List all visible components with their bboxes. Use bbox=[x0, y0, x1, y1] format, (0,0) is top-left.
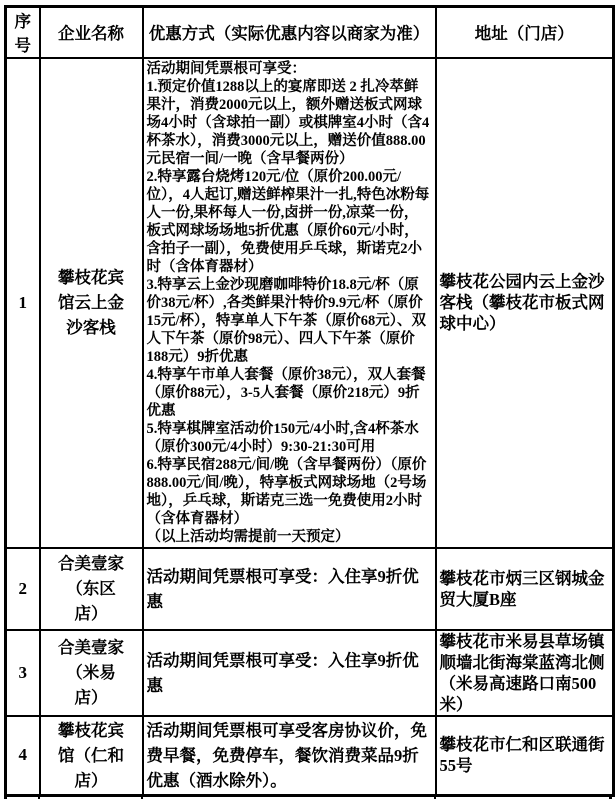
offer-line: 1.预定价值1288以上的宴席即送 2 扎冷萃鲜果汁，消费2000元以上，额外赠送板式网球场4小时（含球拍一副）或棋牌室4小时（含4杯茶水），消费3000元以上，赠送价值888.00元民宿一间/一晚（含早餐两份） bbox=[146, 78, 430, 167]
store-address: 攀枝花市仁和区联通街55号 bbox=[436, 716, 614, 796]
merchant-offers-table bbox=[4, 5, 615, 797]
offer-details bbox=[143, 548, 436, 630]
document-page bbox=[0, 5, 616, 799]
table-row-2 bbox=[6, 548, 614, 630]
serial-number: 2 bbox=[6, 548, 40, 630]
company-name: 合美壹家（米易店） bbox=[40, 630, 143, 716]
header-company-name: 企业名称 bbox=[40, 7, 143, 58]
offer-details bbox=[143, 58, 436, 548]
offer-line: 活动期间凭票根可享受： bbox=[146, 60, 306, 77]
header-address: 地址（门店） bbox=[436, 7, 614, 58]
company-name: 攀枝花宾馆云上金沙客栈 bbox=[40, 58, 143, 548]
offer-line: 活动期间凭票根可享受：入住享9折优惠 bbox=[146, 566, 419, 611]
store-address: 攀枝花公园内云上金沙客栈（攀枝花市板式网球中心） bbox=[436, 58, 614, 548]
company-name: 合美壹家（东区店） bbox=[40, 548, 143, 630]
serial-number: 4 bbox=[6, 716, 40, 796]
offer-line: 5.特享棋牌室活动价150元/4小时,含4杯茶水（原价300元/4小时）9:30-21:30可用 bbox=[146, 420, 419, 455]
offer-line: 活动期间凭票根可享受：入住享9折优惠 bbox=[146, 650, 419, 695]
offer-line: 4.特享午市单人套餐（原价38元），双人套餐（原价88元），3-5人套餐（原价218元）9折优惠 bbox=[146, 366, 426, 419]
offer-details bbox=[143, 630, 436, 716]
offer-line: （以上活动均需提前一天预定） bbox=[146, 528, 350, 545]
offer-line: 2.特享露台烧烤120元/位（原价200.00元/位），4人起订,赠送鲜榨果汁一扎,特色冰粉每人一份,果杯每人一份,卤拼一份,凉菜一份，板式网球场场地5折优惠（原价60元/小时，含拍子一副），免费使用乒乓球，斯诺克2小时（含体育器材） bbox=[146, 168, 430, 275]
offer-line: 3.特享云上金沙现磨咖啡特价18.8元/杯（原价38元/杯）,各类鲜果汁特价9.9元/杯（原价15元/杯），特享单人下午茶（原价68元）、双人下午茶（原价98元）、四人下午茶（原价188元）9折优惠 bbox=[146, 276, 427, 365]
company-name: 攀枝花宾馆（仁和店） bbox=[40, 716, 143, 796]
serial-number: 3 bbox=[6, 630, 40, 716]
header-offer-method: 优惠方式（实际优惠内容以商家为准） bbox=[143, 7, 436, 58]
table-row-4 bbox=[6, 716, 614, 796]
store-address: 攀枝花市炳三区钢城金贸大厦B座 bbox=[436, 548, 614, 630]
serial-number: 1 bbox=[6, 58, 40, 548]
header-row bbox=[6, 7, 614, 58]
table-row-1 bbox=[6, 58, 614, 548]
header-serial-number: 序号 bbox=[6, 7, 40, 58]
table-row-3 bbox=[6, 630, 614, 716]
offer-details bbox=[143, 716, 436, 796]
offer-line: 活动期间凭票根可享受客房协议价，免费早餐，免费停车，餐饮消费菜品9折优惠（酒水除外）。 bbox=[146, 720, 427, 790]
offer-line: 6.特享民宿288元/间/晚（含早餐两份）（原价888.00元/间/晚），特享板式网球场地（2号场地），乒乓球，斯诺克三选一免费使用2小时（含体育器材） bbox=[146, 456, 427, 527]
store-address: 攀枝花市米易县草场镇顺墙北街海棠蓝湾北侧（米易高速路口南500米） bbox=[436, 630, 614, 716]
